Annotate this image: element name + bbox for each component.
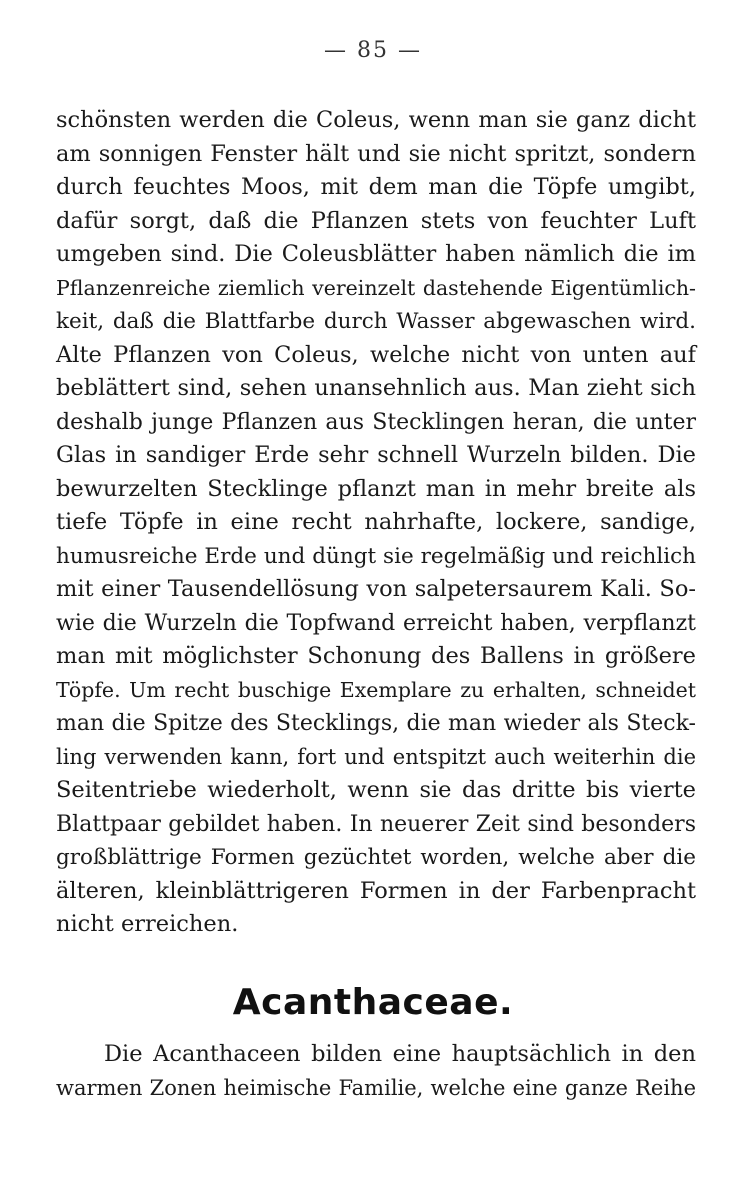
text-line: Alte Pflanzen von Coleus, welche nicht von unten auf [56,341,696,368]
text-line: Seitentriebe wiederholt, wenn sie das dritte bis vierte [56,777,696,803]
page-number: — 85 — [324,38,422,63]
text-line: großblättrige Formen gezüchtet worden, welche aber die [56,845,696,870]
text-line: am sonnigen Fenster hält und sie nicht spritzt, sondern [56,140,696,167]
text-line: bewurzelten Stecklinge pflanzt man in mehr breite als [56,475,696,502]
text-line: wie die Wurzeln die Topfwand erreicht haben, verpflanzt [56,610,696,636]
text-line: ling verwenden kann, fort und entspitzt auch weiterhin die [56,744,696,769]
text-line: älteren, kleinblättrigeren Formen in der Farbenpracht [56,877,696,904]
text-line: schönsten werden die Coleus, wenn man sie ganz dicht [56,107,696,133]
text-line: mit einer Tausendellösung von salpetersaurem Kali. So- [56,576,696,602]
text-line: deshalb junge Pflanzen aus Stecklingen heran, die unter [56,409,696,435]
text-line: humusreiche Erde und düngt sie regelmäßig und reichlich [56,543,696,569]
acanthaceae-paragraph [56,1038,696,1105]
text-line: umgeben sind. Die Coleusblätter haben nämlich die im [56,241,696,267]
section-heading: Acanthaceae. [232,982,514,1023]
text-line-last: nicht erreichen. [56,911,239,937]
text-line: Töpfe. Um recht buschige Exemplare zu erhalten, schneidet [56,677,696,702]
text-line: Die Acanthaceen bilden eine hauptsächlich in den [104,1041,696,1067]
text-line: tiefe Töpfe in eine recht nahrhafte, lockere, sandige, [56,509,696,535]
text-line: warmen Zonen heimische Familie, welche eine ganze Reihe [56,1075,696,1100]
text-line: dafür sorgt, daß die Pflanzen stets von feuchter Luft [56,207,696,234]
coleus-paragraph [56,104,696,942]
text-line: durch feuchtes Moos, mit dem man die Töpfe umgibt, [56,174,696,200]
text-line: man mit möglichster Schonung des Ballens in größere [56,643,696,669]
text-line: Pflanzenreiche ziemlich vereinzelt dastehende Eigentümlich- [56,275,696,300]
text-line: Blattpaar gebildet haben. In neuerer Zeit sind besonders [56,811,696,837]
text-line: beblättert sind, sehen unansehnlich aus. Man zieht sich [56,375,696,401]
text-line: keit, daß die Blattfarbe durch Wasser abgewaschen wird. [56,309,696,334]
text-line: Glas in sandiger Erde sehr schnell Wurzeln bilden. Die [56,442,696,468]
text-line: man die Spitze des Stecklings, die man wieder als Steck- [56,711,696,736]
